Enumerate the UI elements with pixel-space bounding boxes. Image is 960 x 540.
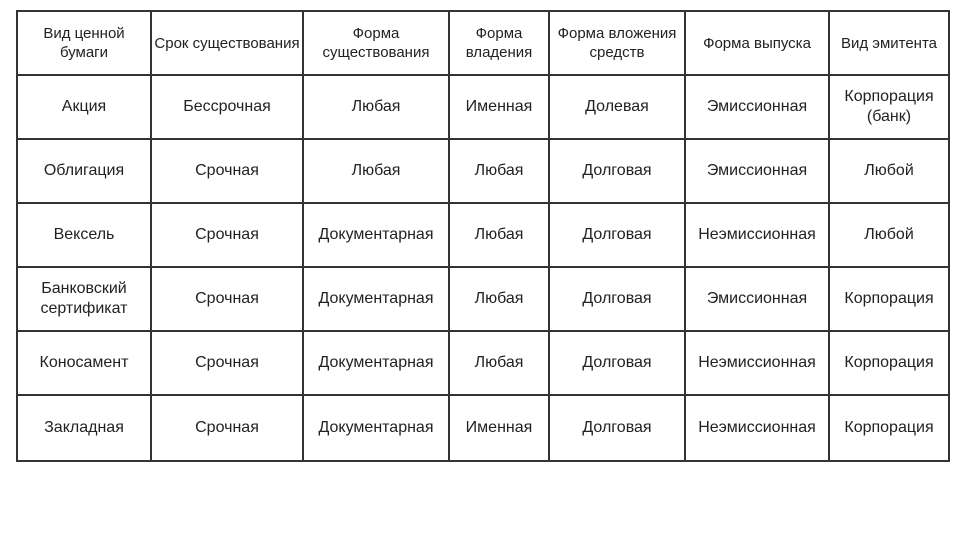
table-cell: Закладная: [17, 395, 151, 461]
table-cell: Любая: [303, 139, 449, 203]
table-cell: Любая: [449, 331, 549, 395]
table-cell: Облигация: [17, 139, 151, 203]
header-issue-form: Форма выпуска: [685, 11, 829, 75]
table-cell: Срочная: [151, 395, 303, 461]
securities-table: [16, 10, 950, 462]
table-cell: Документарная: [303, 203, 449, 267]
table-row: [17, 75, 949, 139]
table-cell: Акция: [17, 75, 151, 139]
table-cell: Неэмиссионная: [685, 203, 829, 267]
table-cell: Вексель: [17, 203, 151, 267]
table-cell: Долговая: [549, 267, 685, 331]
table-cell: Долговая: [549, 203, 685, 267]
table-cell: Корпорация (банк): [829, 75, 949, 139]
table-cell: Корпорация: [829, 395, 949, 461]
table-cell: Документарная: [303, 395, 449, 461]
table-cell: Документарная: [303, 267, 449, 331]
table-cell: Эмиссионная: [685, 75, 829, 139]
table-cell: Долговая: [549, 139, 685, 203]
header-issuer-type: Вид эмитента: [829, 11, 949, 75]
table-cell: Срочная: [151, 267, 303, 331]
table-cell: Бессрочная: [151, 75, 303, 139]
table-row: [17, 331, 949, 395]
table-cell: Долговая: [549, 395, 685, 461]
header-investment-form: Форма вложения средств: [549, 11, 685, 75]
header-ownership-form: Форма владения: [449, 11, 549, 75]
table-header-row: [17, 11, 949, 75]
header-term: Срок существования: [151, 11, 303, 75]
table-cell: Любая: [449, 203, 549, 267]
table-cell: Корпорация: [829, 331, 949, 395]
table-cell: Именная: [449, 395, 549, 461]
table-cell: Любой: [829, 203, 949, 267]
table-cell: Любая: [303, 75, 449, 139]
table-cell: Долевая: [549, 75, 685, 139]
table-row: [17, 267, 949, 331]
table-cell: Любая: [449, 139, 549, 203]
table-cell: Коносамент: [17, 331, 151, 395]
table-cell: Документарная: [303, 331, 449, 395]
table-cell: Банковский сертификат: [17, 267, 151, 331]
table-cell: Срочная: [151, 203, 303, 267]
securities-table-container: [16, 10, 948, 462]
table-cell: Именная: [449, 75, 549, 139]
table-cell: Неэмиссионная: [685, 331, 829, 395]
table-row: [17, 203, 949, 267]
table-cell: Срочная: [151, 331, 303, 395]
header-security-type: Вид ценной бумаги: [17, 11, 151, 75]
table-row: [17, 395, 949, 461]
table-cell: Любая: [449, 267, 549, 331]
header-existence-form: Форма существования: [303, 11, 449, 75]
table-cell: Срочная: [151, 139, 303, 203]
table-cell: Эмиссионная: [685, 267, 829, 331]
table-cell: Эмиссионная: [685, 139, 829, 203]
table-cell: Корпорация: [829, 267, 949, 331]
table-cell: Неэмиссионная: [685, 395, 829, 461]
table-cell: Долговая: [549, 331, 685, 395]
table-row: [17, 139, 949, 203]
table-cell: Любой: [829, 139, 949, 203]
